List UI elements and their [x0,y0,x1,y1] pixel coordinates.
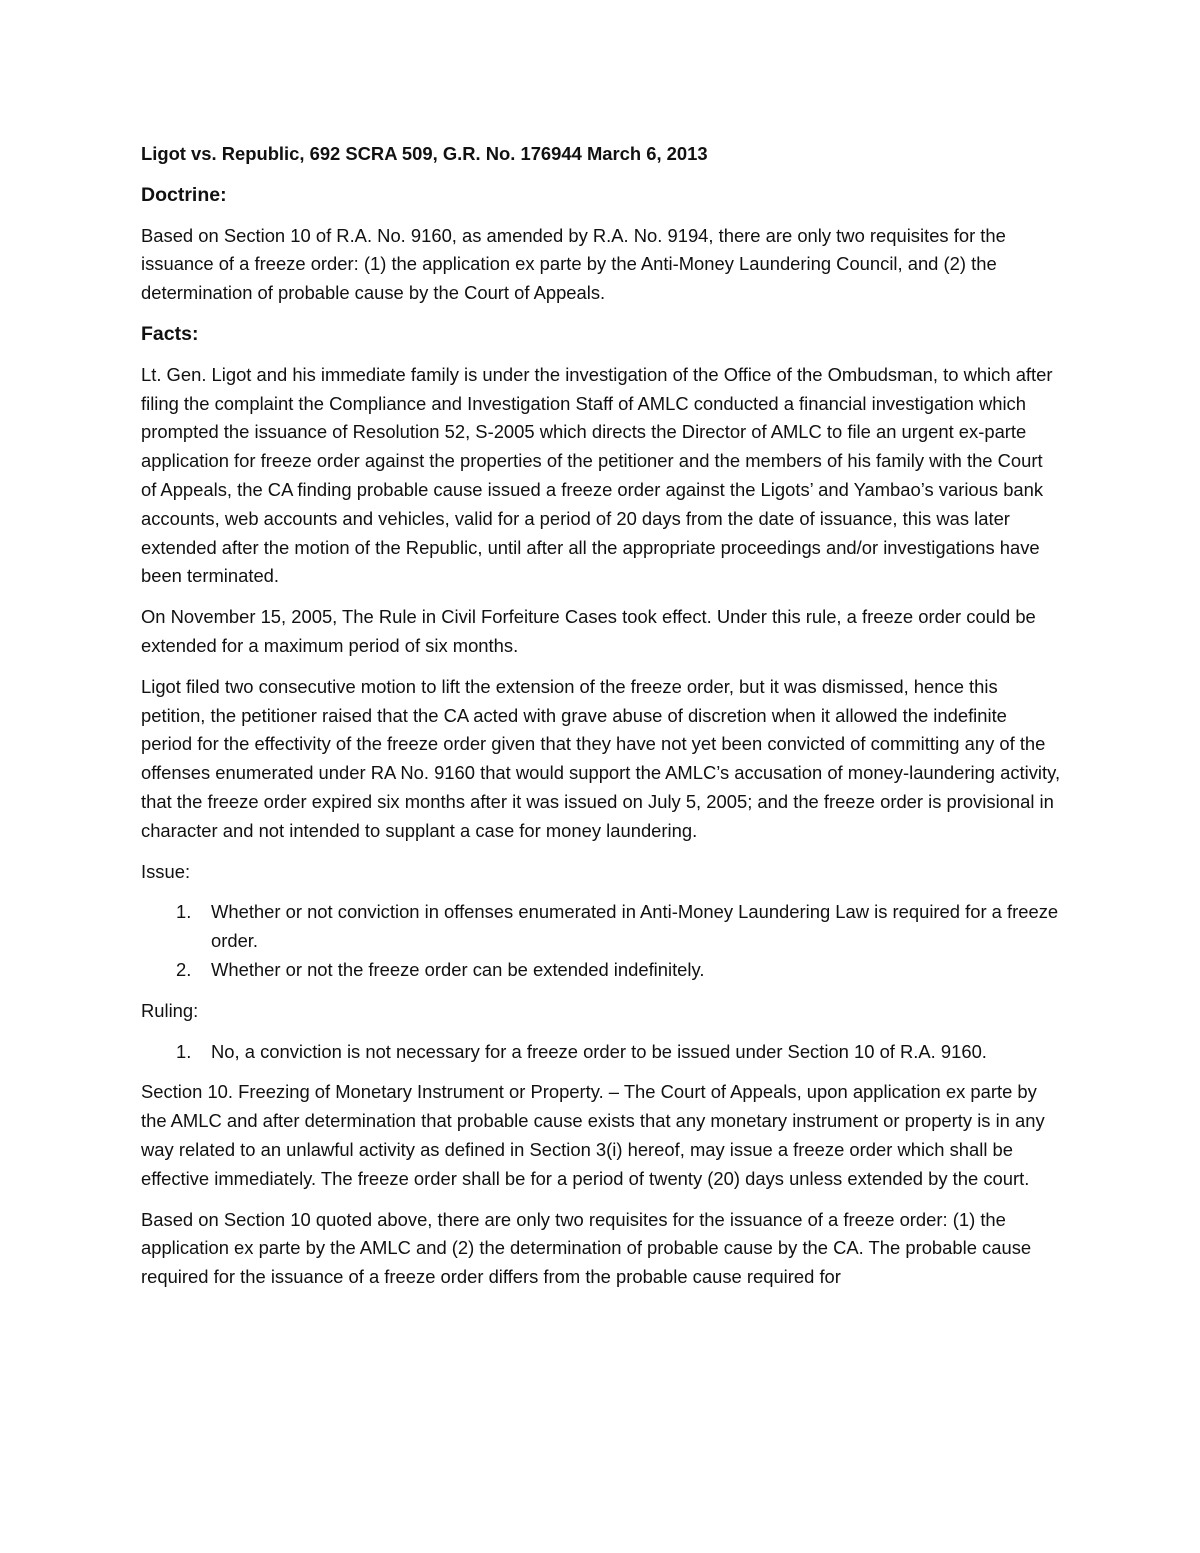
issue-list [141,898,1061,984]
issue-item-1 [141,898,1061,956]
case-title: Ligot vs. Republic, 692 SCRA 509, G.R. No. 176944 March 6, 2013 [141,143,708,164]
facts-paragraph-3: Ligot filed two consecutive motion to lift the extension of the freeze order, but it was dismissed, hence this petition, the petitioner raised that the CA acted with grave abuse of discretion when it allowed the indefinite period for the effectivity of the freeze order given that they have not yet been convicted of committing any of the offenses enumerated under RA No. 9160 that would support the AMLC’s accusation of money-laundering activity, that the freeze order expired six months after it was issued on July 5, 2005; and the freeze order is provisional in character and not intended to supplant a case for money laundering. [141,675,1061,841]
issue-item-number: 1. [176,901,192,923]
issue-item-number: 2. [176,958,192,980]
facts-paragraph-2: On November 15, 2005, The Rule in Civil Forfeiture Cases took effect. Under this rule, a freeze order could be extended for a maximum period of six months. [141,606,1036,656]
issue-item-text: Whether or not the freeze order can be extended indefinitely. [211,958,705,980]
ruling-item-text: No, a conviction is not necessary for a freeze order to be issued under Section 10 of R.A. 9160. [211,1040,987,1062]
issue-item-text: Whether or not conviction in offenses enumerated in Anti-Money Laundering Law is required for a freeze order. [211,901,1059,952]
doctrine-paragraph: Based on Section 10 of R.A. No. 9160, as amended by R.A. No. 9194, there are only two requisites for the issuance of a freeze order: (1) the application ex parte by the Anti-Money Laundering Council, and (2) the determination of probable cause by the Court of Appeals. [141,224,1006,304]
document-body [141,140,1061,1304]
ruling-heading: Ruling: [141,999,199,1021]
facts-heading: Facts: [141,322,199,345]
ruling-paragraph-2: Based on Section 10 quoted above, there are only two requisites for the issuance of a freeze order: (1) the application ex parte by the AMLC and (2) the determination of probable cause by the CA. The probable cause required for the issuance of a freeze order differs from the probable cause required for [141,1208,1032,1288]
ruling-paragraph-1: Section 10. Freezing of Monetary Instrument or Property. – The Court of Appeals, upon application ex parte by the AMLC and after determination that probable cause exists that any monetary instrument or property is in any way related to an unlawful activity as defined in Section 3(i) hereof, may issue a freeze order which shall be effective immediately. The freeze order shall be for a period of twenty (20) days unless extended by the court. [141,1081,1045,1189]
ruling-item-1 [141,1038,1061,1067]
facts-paragraph-1: Lt. Gen. Ligot and his immediate family is under the investigation of the Office of the Ombudsman, to which after filing the complaint the Compliance and Investigation Staff of AMLC conducted a financial investigation which prompted the issuance of Resolution 52, S-2005 which directs the Director of AMLC to file an urgent ex-parte application for freeze order against the properties of the petitioner and the members of his family with the Court of Appeals, the CA finding probable cause issued a freeze order against the Ligots’ and Yambao’s various bank accounts, web accounts and vehicles, valid for a period of 20 days from the date of issuance, this was later extended after the motion of the Republic, until after all the appropriate proceedings and/or investigations have been terminated. [141,363,1053,587]
issue-heading: Issue: [141,860,191,882]
doctrine-heading: Doctrine: [141,183,227,206]
ruling-list [141,1038,1061,1067]
ruling-item-number: 1. [176,1040,192,1062]
issue-item-2 [141,956,1061,985]
